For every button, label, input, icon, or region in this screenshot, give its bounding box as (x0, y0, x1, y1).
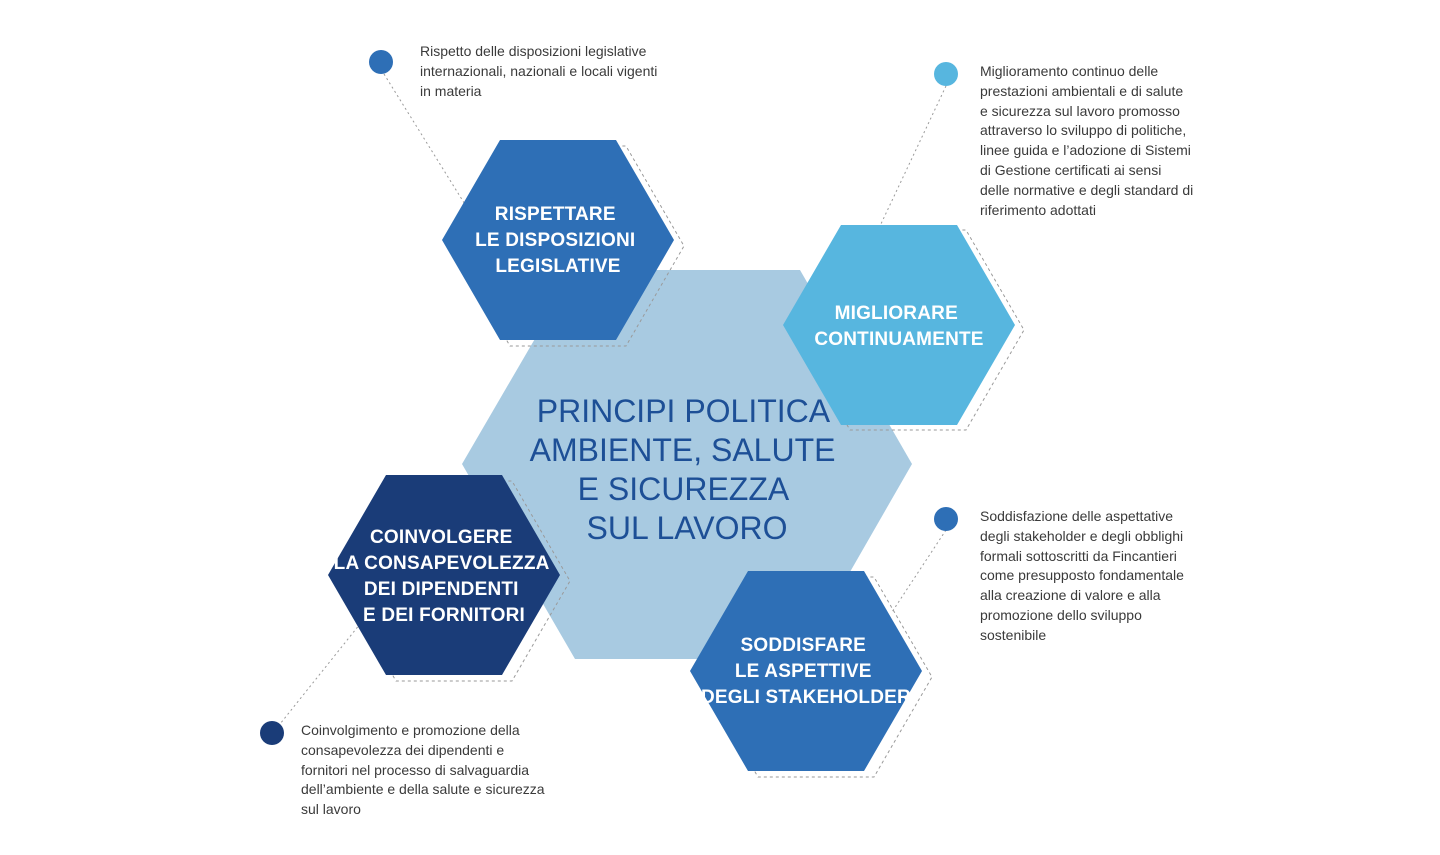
desc-line: di Gestione certificati ai sensi (980, 161, 1162, 178)
desc-respect (420, 42, 657, 101)
hex-involve-label: COINVOLGERE LA CONSAPEVOLEZZA DEI DIPENDENTI E DEI FORNITORI (333, 527, 549, 626)
desc-line: internazionali, nazionali e locali vigenti (420, 62, 658, 79)
desc-involve (301, 721, 545, 820)
desc-improve (980, 62, 1193, 220)
hex-satisfy-label: SODDISFARE LE ASPETTIVE DEGLI STAKEHOLDER (701, 635, 911, 708)
connector-involve (272, 614, 368, 734)
connector-improve (880, 86, 946, 226)
dot-satisfy (934, 507, 958, 531)
desc-line: linee guida e l’adozione di Sistemi (980, 142, 1191, 159)
dot-involve (260, 721, 284, 745)
desc-line: Coinvolgimento e promozione della (301, 722, 520, 738)
center-title-line: SUL LAVORO (586, 510, 788, 546)
center-title-line: PRINCIPI POLITICA (536, 393, 829, 429)
desc-line: Miglioramento continuo delle (980, 63, 1159, 79)
desc-line: degli stakeholder e degli obblighi (980, 527, 1184, 544)
dot-improve (934, 62, 958, 86)
desc-line: attraverso lo sviluppo di politiche, (980, 122, 1187, 139)
desc-line: sostenibile (980, 626, 1047, 643)
center-title-line: E SICUREZZA (577, 471, 788, 507)
desc-line: consapevolezza dei dipendenti e (301, 741, 505, 758)
desc-line: dell’ambiente e della salute e sicurezza (301, 781, 545, 798)
desc-line: Soddisfazione delle aspettative (980, 508, 1174, 524)
desc-line: delle normative e degli standard di (980, 181, 1194, 198)
desc-line: formali sottoscritti da Fincantieri (980, 547, 1177, 564)
desc-satisfy (980, 507, 1184, 646)
desc-line: e sicurezza sul lavoro promosso (980, 102, 1180, 119)
hex-improve-label: MIGLIORARE CONTINUAMENTE (814, 303, 984, 350)
dot-respect (369, 50, 393, 74)
desc-line: sul lavoro (301, 801, 361, 818)
desc-line: prestazioni ambientali e di salute (980, 82, 1184, 99)
connector-satisfy (892, 530, 946, 612)
desc-line: come presupposto fondamentale (980, 567, 1184, 584)
desc-line: riferimento adottati (980, 201, 1096, 218)
center-title-line: AMBIENTE, SALUTE (529, 432, 836, 468)
desc-line: alla creazione di valore e alla (980, 587, 1161, 604)
desc-line: in materia (420, 82, 482, 99)
desc-line: fornitori nel processo di salvaguardia (301, 761, 530, 778)
hex-respect-label: RISPETTARE LE DISPOSIZIONI LEGISLATIVE (475, 204, 636, 277)
desc-line: Rispetto delle disposizioni legislative (420, 43, 647, 59)
desc-line: promozione dello sviluppo (980, 606, 1142, 623)
